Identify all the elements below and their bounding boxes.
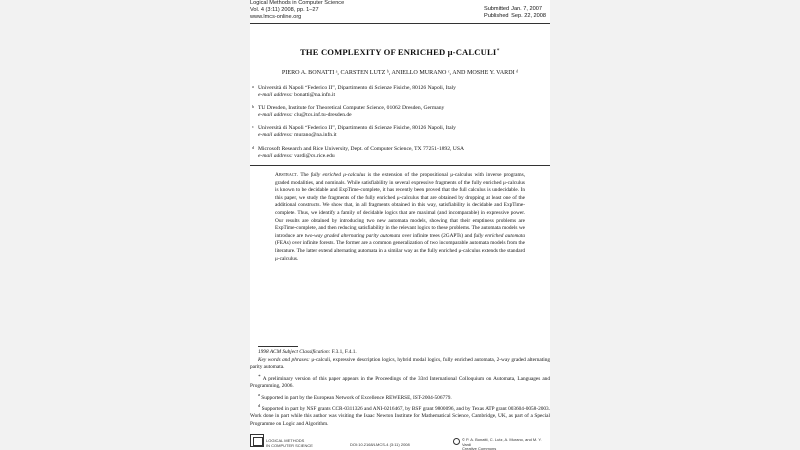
abstract-text: (FEAs) over infinite forests. The former are a common generalization of two incomparable automata models from the literature. The latter extend alternating automata in a similar way as the fully enriched μ-calculus extends the standard μ-calculus. [275, 240, 525, 262]
lmcs-logo-icon [250, 434, 264, 447]
journal-website[interactable]: www.lmcs-online.org [250, 13, 302, 20]
abstract-text: over infinite trees (2GAPTs) and [401, 232, 473, 239]
footnote-a-mark: a [258, 391, 260, 397]
acm-value: F.3.1, F.4.1. [331, 349, 357, 355]
lmcs-line-1: LOGICAL METHODS [266, 438, 305, 443]
lmcs-wordmark [266, 439, 313, 448]
paper-page [250, 0, 550, 450]
footnote-rule [258, 346, 298, 347]
title-text: THE COMPLEXITY OF ENRICHED μ-CALCULI [300, 47, 497, 57]
submitted-label: Submitted [483, 6, 510, 12]
footnote-d: Supported in part by NSF grants CCR-0311326 and ANI-0216467, by BSF grant 9800096, and by Texas ATP grant 003604-0058-2003. Work done in part while this author was visiting the Isaac Newton Institute for Mathematical Science, Cambridge, UK, as part of a Special Programme on Logic and Algorithm. [250, 405, 550, 428]
abstract-emphasis: fully enriched μ-calculus [310, 172, 366, 178]
copyright-block [462, 438, 550, 450]
header-rule [250, 23, 550, 24]
keywords-label: Key words and phrases: [258, 356, 310, 363]
affiliation-mark: b [252, 104, 254, 109]
journal-header [250, 0, 344, 20]
submitted-date: Jan. 7, 2007 [511, 6, 542, 12]
affiliation-d: d Microsoft Research and Rice University, Dept. of Computer Science, TX 77251-1892, USA e-mail address: vardi@cs.rice.edu [258, 146, 548, 160]
abstract-text: is the extension of the propositional μ-calculus with inverse programs, graded modalities, and nominals. While satisfiability in several expressive fragments of the fully enriched μ-calculus is known to be decidable and ExpTime-complete, it has recently been proved that the full calculus is undecidable. In this paper, we study the fragments of the fully enriched μ-calculus that are obtained by dropping at least one of the additional constructs. We show that, in all fragments obtained in this way, satisfiability is decidable and ExpTime-complete. Thus, we identify a family of decidable logics that are maximal (and incomparable) in expressive power. Our results are obtained by introducing two new automata models, showing that their emptiness problems are ExpTime-complete, and then reducing satisfiability in the relevant logics to these problems. The automata models we introduce are [275, 172, 526, 239]
published-date: Sep. 22, 2008 [511, 12, 546, 19]
journal-volume: Vol. 4 (3:11) 2008, pp. 1–27 [250, 6, 319, 13]
abstract-emphasis: fully enriched automata [473, 232, 526, 239]
creative-commons-icon [453, 438, 460, 445]
footnote-star: A preliminary version of this paper appears in the Proceedings of the 33rd International Colloquium on Automata, Languages and Programming, 2006. [250, 375, 550, 390]
affiliation-b: b TU Dresden, Institute for Theoretical Computer Science, 01062 Dresden, Germany e-mail address: clu@tcs.inf.tu-dresden.de [258, 105, 548, 119]
email-address[interactable]: murano@na.infn.it [294, 132, 337, 139]
doi[interactable]: DOI:10.2168/LMCS-4 (3:11) 2008 [350, 442, 410, 447]
license[interactable]: Creative Commons [462, 446, 497, 450]
published-label: Published [483, 12, 509, 19]
journal-name: Logical Methods in Computer Science [250, 0, 345, 6]
footnotes [250, 349, 550, 429]
abstract-text: The [300, 172, 309, 178]
email-label: e-mail address [258, 132, 291, 139]
email-address[interactable]: bonatti@na.infn.it [294, 92, 336, 99]
abstract-emphasis: two-way graded alternating parity automata [304, 232, 401, 239]
title-footnote-mark: ∗ [496, 48, 500, 54]
copyright: © P. A. Bonatti, C. Lutz, A. Murano, and M. Y. Vardi [462, 437, 542, 447]
page-footer [250, 434, 550, 450]
abstract-rule [250, 165, 550, 166]
abstract-label: Abstract. [275, 172, 299, 178]
footnote-a: Supported in part by the European Network of Excellence REWERSE, IST-2004-506779. [261, 394, 452, 401]
affiliation-a: a Università di Napoli “Federico II”, Dipartimento di Scienze Fisiche, 80126 Napoli, Italy e-mail address: bonatti@na.infn.it [258, 85, 548, 99]
email-label: e-mail address [258, 153, 291, 160]
affiliation-mark: c [252, 124, 254, 129]
affiliation-line: Università di Napoli “Federico II”, Dipartimento di Scienze Fisiche, 80126 Napoli, Italy [258, 85, 456, 91]
lmcs-line-2: IN COMPUTER SCIENCE [266, 442, 313, 448]
affiliation-line: Microsoft Research and Rice University, Dept. of Computer Science, TX 77251-1892, USA [258, 146, 464, 152]
email-label: e-mail address [258, 92, 291, 99]
author-list: PIERO A. BONATTI ᵃ, CARSTEN LUTZ ᵇ, ANIELLO MURANO ᶜ, AND MOSHE Y. VARDI ᵈ [281, 70, 519, 76]
footnote-d-mark: d [258, 403, 261, 409]
affiliation-mark: a [252, 84, 254, 89]
footnote-star-mark: ∗ [258, 372, 261, 378]
keywords-value: μ-calculi, expressive description logics, hybrid modal logics, fully enriched automata, 2-way graded alternating parity automata. [250, 356, 550, 371]
acm-label: 1998 ACM Subject Classification: [258, 349, 331, 355]
email-address[interactable]: clu@tcs.inf.tu-dresden.de [294, 112, 352, 119]
paper-title [250, 47, 550, 57]
affiliation-c: c Università di Napoli “Federico II”, Dipartimento di Scienze Fisiche, 80126 Napoli, Italy e-mail address: murano@na.infn.it [258, 125, 548, 139]
submission-dates [484, 6, 548, 19]
abstract [275, 172, 525, 263]
affiliation-line: Università di Napoli “Federico II”, Dipartimento di Scienze Fisiche, 80126 Napoli, Italy [258, 125, 456, 131]
email-address[interactable]: vardi@cs.rice.edu [294, 153, 335, 160]
affiliation-mark: d [252, 145, 254, 150]
email-label: e-mail address [258, 112, 291, 119]
affiliation-line: TU Dresden, Institute for Theoretical Computer Science, 01062 Dresden, Germany [258, 105, 445, 111]
